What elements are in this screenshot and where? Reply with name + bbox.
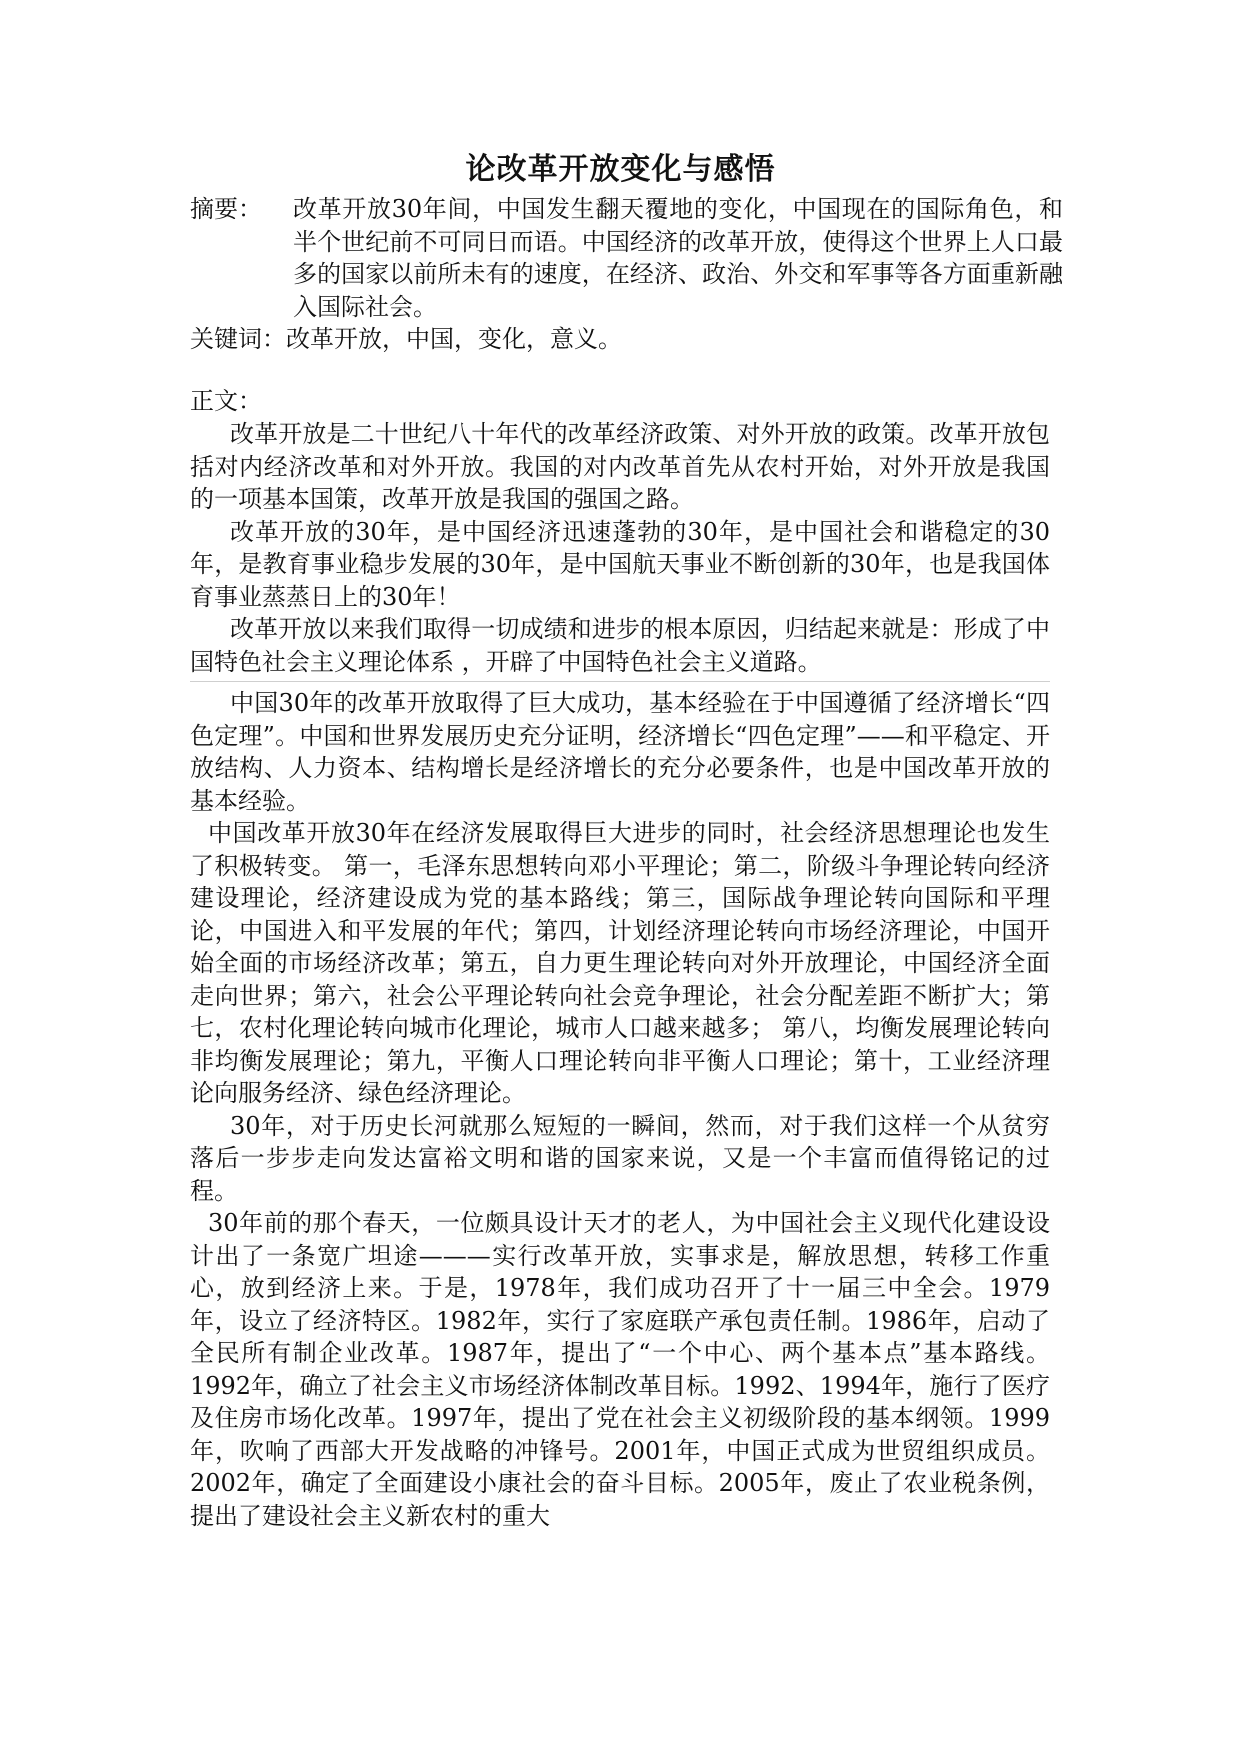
body-paragraph: 改革开放是二十世纪八十年代的改革经济政策、对外开放的政策。改革开放包括对内经济改革和对外开放。我国的对内改革首先从农村开始，对外开放是我国的一项基本国策，改革开放是我国的强国之路。 xyxy=(190,420,1050,513)
body-label: 正文： xyxy=(190,387,262,415)
keywords-text: 改革开放，中国，变化，意义。 xyxy=(286,325,622,353)
section-two xyxy=(190,687,1050,1532)
section-one xyxy=(190,418,1050,678)
keywords-line xyxy=(190,323,622,356)
body-paragraph: 30年前的那个春天，一位颇具设计天才的老人，为中国社会主义现代化建设设计出了一条宽广坦途———实行改革开放，实事求是，解放思想，转移工作重心，放到经济上来。于是，1978年，我们成功召开了十一届三中全会。1979年，设立了经济特区。1982年，实行了家庭联产承包责任制。1986年，启动了全民所有制企业改革。1987年，提出了“一个中心、两个基本点”基本路线。1992年，确立了社会主义市场经济体制改革目标。1992、1994年，施行了医疗及住房市场化改革。1997年，提出了党在社会主义初级阶段的基本纲领。1999年，吹响了西部大开发战略的冲锋号。2001年，中国正式成为世贸组织成员。2002年，确定了全面建设小康社会的奋斗目标。2005年，废止了农业税条例，提出了建设社会主义新农村的重大 xyxy=(190,1209,1050,1530)
document-title: 论改革开放变化与感悟 xyxy=(465,152,776,187)
abstract-text: 改革开放30年间，中国发生翻天覆地的变化，中国现在的国际角色，和半个世纪前不可同日而语。中国经济的改革开放，使得这个世界上人口最多的国家以前所未有的速度，在经济、政治、外交和军事等各方面重新融入国际社会。 xyxy=(293,195,1063,321)
abstract-label: 摘要： xyxy=(190,195,262,223)
section-divider xyxy=(190,681,1050,682)
body-paragraph: 中国30年的改革开放取得了巨大成功，基本经验在于中国遵循了经济增长“四色定理”。中国和世界发展历史充分证明，经济增长“四色定理”——和平稳定、开放结构、人力资本、结构增长是经济增长的充分必要条件，也是中国改革开放的基本经验。 xyxy=(190,689,1050,815)
keywords-label: 关键词： xyxy=(190,325,286,353)
body-paragraph: 改革开放的30年，是中国经济迅速蓬勃的30年，是中国社会和谐稳定的30年，是教育事业稳步发展的30年，是中国航天事业不断创新的30年，也是我国体育事业蒸蒸日上的30年！ xyxy=(190,517,1050,611)
body-paragraph: 改革开放以来我们取得一切成绩和进步的根本原因，归结起来就是：形成了中国特色社会主义理论体系 ，开辟了中国特色社会主义道路。 xyxy=(190,615,1050,676)
body-paragraph: 30年，对于历史长河就那么短短的一瞬间，然而，对于我们这样一个从贫穷落后一步步走向发达富裕文明和谐的国家来说，又是一个丰富而值得铭记的过程。 xyxy=(190,1111,1050,1205)
body-paragraph: 中国改革开放30年在经济发展取得巨大进步的同时，社会经济思想理论也发生了积极转变。 第一，毛泽东思想转向邓小平理论；第二，阶级斗争理论转向经济建设理论，经济建设成为党的基本路线；第三，国际战争理论转向国际和平理论，中国进入和平发展的年代；第四，计划经济理论转向市场经济理论，中国开始全面的市场经济改革；第五，自力更生理论转向对外开放理论，中国经济全面走向世界；第六，社会公平理论转向社会竞争理论，社会分配差距不断扩大；第七，农村化理论转向城市化理论，城市人口越来越多； 第八，均衡发展理论转向非均衡发展理论；第九，平衡人口理论转向非平衡人口理论；第十，工业经济理论向服务经济、绿色经济理论。 xyxy=(190,819,1050,1107)
